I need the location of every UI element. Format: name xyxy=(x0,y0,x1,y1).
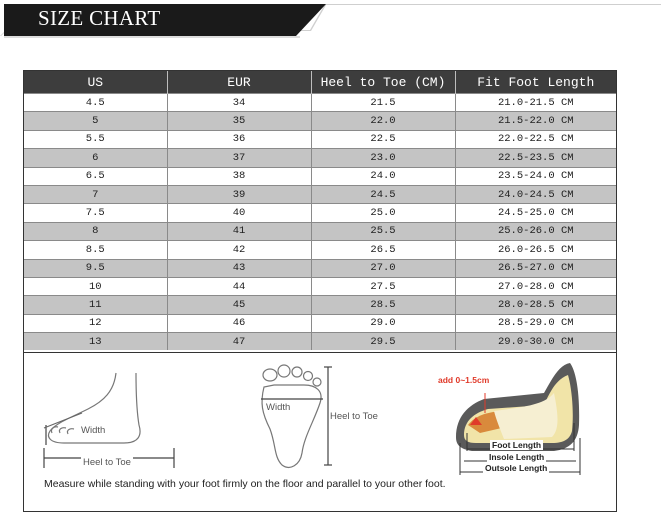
table-cell: 7 xyxy=(24,185,167,203)
size-table xyxy=(24,71,616,350)
table-cell: 21.5 xyxy=(311,94,455,112)
table-cell: 11 xyxy=(24,296,167,314)
table-cell: 39 xyxy=(167,185,311,203)
table-row xyxy=(24,241,616,259)
table-cell: 22.0-22.5 CM xyxy=(455,130,616,148)
table-cell: 6.5 xyxy=(24,167,167,185)
foot-length-label: Foot Length xyxy=(492,440,542,450)
table-cell: 21.5-22.0 CM xyxy=(455,112,616,130)
table-cell: 27.5 xyxy=(311,277,455,295)
table-cell: 37 xyxy=(167,149,311,167)
table-cell: 8 xyxy=(24,222,167,240)
size-chart-frame xyxy=(23,70,617,512)
table-cell: 24.5 xyxy=(311,185,455,203)
table-cell: 22.5-23.5 CM xyxy=(455,149,616,167)
table-cell: 27.0 xyxy=(311,259,455,277)
table-cell: 5 xyxy=(24,112,167,130)
table-cell: 9.5 xyxy=(24,259,167,277)
table-cell: 24.5-25.0 CM xyxy=(455,204,616,222)
table-row xyxy=(24,167,616,185)
measurement-illustrations xyxy=(24,352,616,512)
table-cell: 25.0 xyxy=(311,204,455,222)
table-cell: 38 xyxy=(167,167,311,185)
table-cell: 22.5 xyxy=(311,130,455,148)
table-cell: 12 xyxy=(24,314,167,332)
add-allowance-label: add 0~1.5cm xyxy=(438,375,490,385)
table-cell: 45 xyxy=(167,296,311,314)
table-row xyxy=(24,130,616,148)
table-cell: 23.5-24.0 CM xyxy=(455,167,616,185)
table-cell: 36 xyxy=(167,130,311,148)
table-cell: 40 xyxy=(167,204,311,222)
col-fit-foot-length: Fit Foot Length xyxy=(455,71,616,94)
table-cell: 29.0-30.0 CM xyxy=(455,333,616,351)
table-cell: 7.5 xyxy=(24,204,167,222)
table-row xyxy=(24,94,616,112)
table-cell: 25.0-26.0 CM xyxy=(455,222,616,240)
table-cell: 35 xyxy=(167,112,311,130)
table-cell: 46 xyxy=(167,314,311,332)
side-heel-to-toe-label: Heel to Toe xyxy=(83,457,131,468)
table-header-row xyxy=(24,71,616,94)
table-cell: 8.5 xyxy=(24,241,167,259)
table-cell: 4.5 xyxy=(24,94,167,112)
table-row xyxy=(24,149,616,167)
table-cell: 28.0-28.5 CM xyxy=(455,296,616,314)
top-width-label: Width xyxy=(266,402,291,413)
col-heel-to-toe: Heel to Toe (CM) xyxy=(311,71,455,94)
table-cell: 29.5 xyxy=(311,333,455,351)
top-heel-to-toe-label: Heel to Toe xyxy=(330,411,378,422)
table-cell: 29.0 xyxy=(311,314,455,332)
banner-title: SIZE CHART xyxy=(38,6,161,30)
table-cell: 26.0-26.5 CM xyxy=(455,241,616,259)
table-cell: 24.0-24.5 CM xyxy=(455,185,616,203)
table-row xyxy=(24,277,616,295)
col-us: US xyxy=(24,71,167,94)
table-cell: 25.5 xyxy=(311,222,455,240)
table-cell: 6 xyxy=(24,149,167,167)
table-cell: 47 xyxy=(167,333,311,351)
table-row xyxy=(24,222,616,240)
table-cell: 28.5-29.0 CM xyxy=(455,314,616,332)
side-width-label: Width xyxy=(81,425,106,436)
size-chart-banner xyxy=(0,0,661,40)
table-row xyxy=(24,296,616,314)
top-foot-illustration xyxy=(261,365,332,467)
table-cell: 13 xyxy=(24,333,167,351)
table-cell: 22.0 xyxy=(311,112,455,130)
table-row xyxy=(24,204,616,222)
table-cell: 21.0-21.5 CM xyxy=(455,94,616,112)
table-cell: 27.0-28.0 CM xyxy=(455,277,616,295)
measurement-caption: Measure while standing with your foot firmly on the floor and parallel to your other foot. xyxy=(44,478,446,490)
table-cell: 26.5-27.0 CM xyxy=(455,259,616,277)
table-row xyxy=(24,259,616,277)
insole-length-label: Insole Length xyxy=(489,452,545,462)
table-row xyxy=(24,112,616,130)
table-row xyxy=(24,185,616,203)
outsole-length-label: Outsole Length xyxy=(485,463,548,473)
table-cell: 5.5 xyxy=(24,130,167,148)
table-cell: 41 xyxy=(167,222,311,240)
table-cell: 10 xyxy=(24,277,167,295)
table-cell: 44 xyxy=(167,277,311,295)
table-row xyxy=(24,314,616,332)
col-eur: EUR xyxy=(167,71,311,94)
table-cell: 42 xyxy=(167,241,311,259)
table-cell: 34 xyxy=(167,94,311,112)
table-cell: 23.0 xyxy=(311,149,455,167)
table-cell: 24.0 xyxy=(311,167,455,185)
table-cell: 28.5 xyxy=(311,296,455,314)
table-cell: 26.5 xyxy=(311,241,455,259)
table-row xyxy=(24,333,616,351)
side-foot-illustration xyxy=(44,373,174,468)
table-cell: 43 xyxy=(167,259,311,277)
